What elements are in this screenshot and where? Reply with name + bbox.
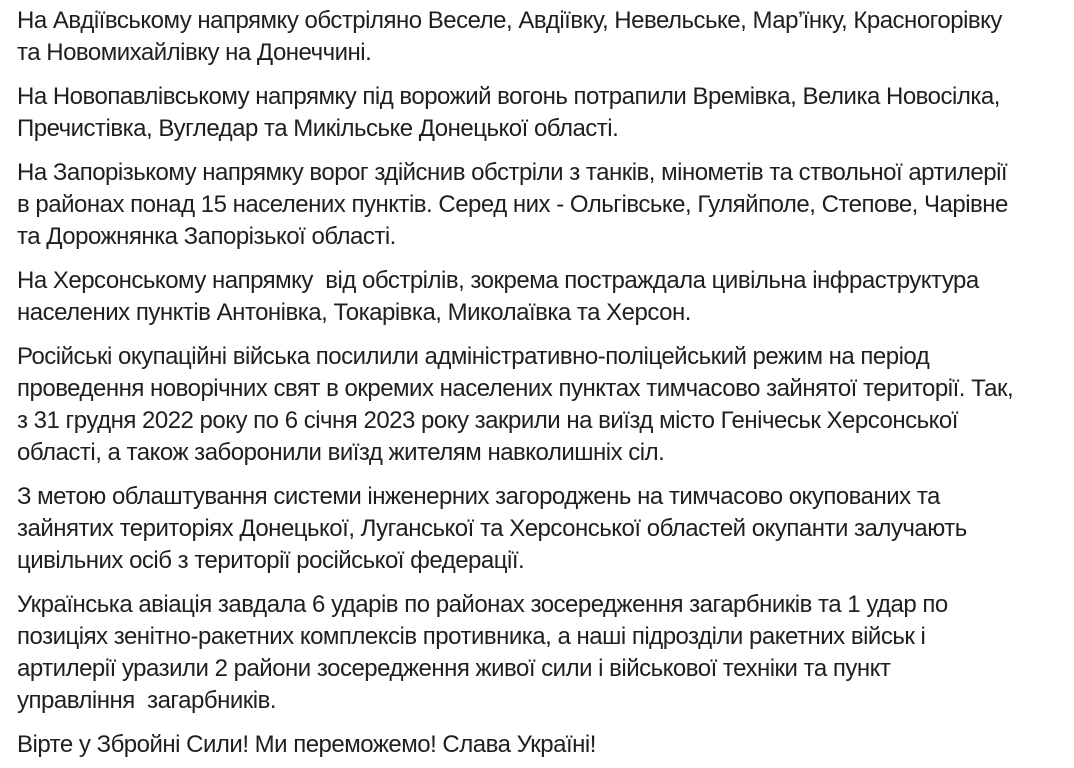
paragraph-1 xyxy=(17,5,1060,69)
paragraph-5-line-4: області, а також заборонили виїзд жителям навколишніх сіл. xyxy=(17,439,665,466)
paragraph-2-line-2: Пречистівка, Вугледар та Микільське Донецької області. xyxy=(17,115,619,142)
paragraph-4-line-2: населених пунктів Антонівка, Токарівка, Миколаївка та Херсон. xyxy=(17,299,691,326)
paragraph-7-line-1: Українська авіація завдала 6 ударів по районах зосередження загарбників та 1 удар по xyxy=(17,591,948,618)
paragraph-7-line-3: артилерії уразили 2 райони зосередження живої сили і військової техніки та пункт xyxy=(17,655,891,682)
paragraph-5-line-3: з 31 грудня 2022 року по 6 січня 2023 року закрили на виїзд місто Генічеськ Херсонської xyxy=(17,407,958,434)
paragraph-7-line-4: управління загарбників. xyxy=(17,687,276,714)
paragraph-1-line-1: На Авдіївському напрямку обстріляно Веселе, Авдіївку, Невельське, Мар’їнку, Красногорівку xyxy=(17,7,1002,34)
paragraph-4 xyxy=(17,265,1060,329)
paragraph-5-line-1: Російські окупаційні війська посилили адміністративно-поліцейський режим на період xyxy=(17,343,930,370)
paragraph-6-line-2: зайнятих територіях Донецької, Луганської та Херсонської областей окупанти залучають xyxy=(17,515,967,542)
paragraph-3 xyxy=(17,157,1060,253)
paragraph-3-line-2: в районах понад 15 населених пунктів. Серед них - Ольгівське, Гуляйполе, Степове, Чарівне xyxy=(17,191,1008,218)
paragraph-3-line-1: На Запорізькому напрямку ворог здійснив обстріли з танків, мінометів та ствольної артилерії xyxy=(17,159,1008,186)
paragraph-2 xyxy=(17,81,1060,145)
paragraph-8-line-1: Вірте у Збройні Сили! Ми переможемо! Слава Україні! xyxy=(17,731,596,758)
paragraph-5-line-2: проведення новорічних свят в окремих населених пунктах тимчасово зайнятої території. Так, xyxy=(17,375,1014,402)
paragraph-6-line-3: цивільних осіб з території російської федерації. xyxy=(17,547,525,574)
paragraph-1-line-2: та Новомихайлівку на Донеччині. xyxy=(17,39,372,66)
paragraph-7 xyxy=(17,589,1060,717)
paragraph-5 xyxy=(17,341,1060,469)
paragraph-6-line-1: З метою облаштування системи інженерних загороджень на тимчасово окупованих та xyxy=(17,483,940,510)
paragraph-3-line-3: та Дорожнянка Запорізької області. xyxy=(17,223,396,250)
paragraph-4-line-1: На Херсонському напрямку від обстрілів, зокрема постраждала цивільна інфраструктура xyxy=(17,267,979,294)
paragraph-7-line-2: позиціях зенітно-ракетних комплексів противника, а наші підрозділи ракетних військ і xyxy=(17,623,926,650)
paragraph-6 xyxy=(17,481,1060,577)
paragraph-2-line-1: На Новопавлівському напрямку під ворожий вогонь потрапили Времівка, Велика Новосілка, xyxy=(17,83,1000,110)
paragraph-8 xyxy=(17,729,1060,761)
